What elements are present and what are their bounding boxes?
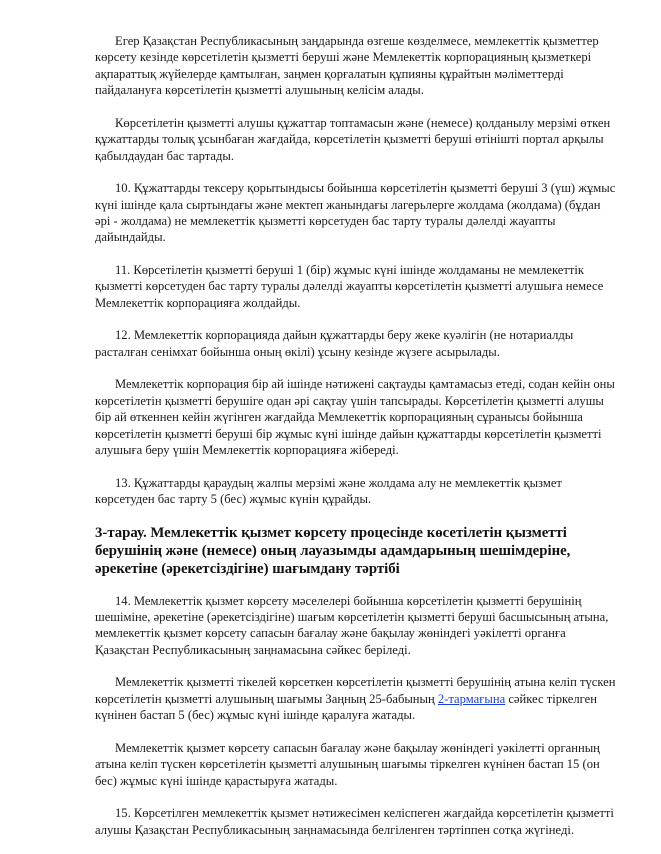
paragraph-11: 11. Көрсетілетін қызметті беруші 1 (бір) жұмыс күні ішінде жолдаманы не мемлекеттік қызметті көрсетуден бас тарту туралы дәлелді жауапты көрсетілетін қызметті алушыға немесе Мемлекеттік корпорацияға жолдайды. [95, 263, 604, 310]
paragraph-refusal-incomplete: Көрсетілетін қызметті алушы құжаттар топтамасын және (немесе) қолданылу мерзімі өткен құжаттарды толық ұсынбаған жағдайда, көрсетілетін қызметті беруші өтінішті портал арқылы қабылдаудан бас тартады. [95, 115, 611, 163]
chapter-3-heading: 3-тарау. Мемлекеттік қызмет көрсету процесінде көсетілетін қызметті берушінің және (немесе) оның лауазымды адамдарының шешімдеріне, әрекетіне (әрекетсіздігіне) шағымдану тәртібі [95, 524, 571, 577]
article-25-clause-2-link[interactable]: 2-тармағына [437, 691, 506, 706]
paragraph-14: 14. Мемлекеттік қызмет көрсету мәселелері бойынша көрсетілетін қызметті берушінің шешіміне, әрекетіне (әрекетсіздігіне) шағым көрсетілетін қызметті беруші басшысының атына, мемлекеттік қызмет көрсету сапасын бағалау және бақылау жөніндегі уәкілетті органға Қазақстан Республикасының заңнамасына сәйкес беріледі. [95, 593, 609, 657]
paragraph-text-before-link: Мемлекеттік қызметті тікелей көрсеткен көрсетілетін қызметті берушінің атына келіп түскен көрсетілетін қызметті алушының шағымы Заңның 25-бабының [95, 675, 616, 706]
paragraph-consent: Егер Қазақстан Республикасының заңдарында өзгеше көзделмесе, мемлекеттік қызметтер көрсету кезінде көрсетілетін қызметті беруші және Мемлекеттік корпорацияның қызметкері ақпараттық жүйелерде қамтылған, заңмен қорғалатын құпияны құрайтын мәліметтерді пайдалануға көрсетілетін қызметті алушының келісім алады. [95, 34, 599, 98]
paragraph-text-after-link: сәйкес тіркелген күнінен бастап 5 (бес) жұмыс күні ішінде қаралуға жатады. [95, 691, 598, 723]
paragraph-15: 15. Көрсетілген мемлекеттік қызмет нәтижесімен келіспеген жағдайда көрсетілетін қызметті алушы Қазақстан Республикасының заңнамасында белгіленген тәртіппен сотқа жүгінеді. [95, 806, 614, 837]
document-page [95, 33, 617, 854]
paragraph-complaint-direct [95, 674, 617, 723]
paragraph-12: 12. Мемлекеттік корпорацияда дайын құжаттарды беру жеке куәлігін (не нотариалды расталған сенімхат бойынша оның өкілі) ұсыну кезінде жүзеге асырылады. [95, 328, 574, 359]
paragraph-10: 10. Құжаттарды тексеру қорытындысы бойынша көрсетілетін қызметті беруші 3 (үш) жұмыс күні ішінде қала сыртындағы және мектеп жанындағы лагерьлерге жолдама (жолдама) (бұдан әрі - жолдама) не мемлекеттік қызметті көрсетуден бас тарту туралы дәлелді жауапты дайындайды. [95, 181, 616, 245]
paragraph-complaint-authority: Мемлекеттік қызмет көрсету сапасын бағалау және бақылау жөніндегі уәкілетті органның атына келіп түскен көрсетілетін қызметті алушының шағымы тіркелген күнінен бастап 15 (он бес) жұмыс күні ішінде қарастыруға жатады. [95, 740, 600, 788]
paragraph-corporation-storage: Мемлекеттік корпорация бір ай ішінде нәтижені сақтауды қамтамасыз етеді, содан кейін оны көрсетілетін қызметті берушіге одан әрі сақтау үшін тапсырады. Көрсетілетін қызметті алушы бір ай өткеннен кейін жүгінген жағдайда Мемлекеттік корпорацияның сұранысы бойынша көрсетілетін қызметті беруші бір жұмыс күні ішінде дайын құжаттарды көрсетілетін қызметті алушыға беру үшін Мемлекеттік корпорацияға жібереді. [95, 377, 615, 458]
paragraph-13: 13. Құжаттарды қараудың жалпы мерзімі және жолдама алу не мемлекеттік қызмет көрсетуден бас тарту 5 (бес) жұмыс күнін құрайды. [95, 475, 562, 507]
